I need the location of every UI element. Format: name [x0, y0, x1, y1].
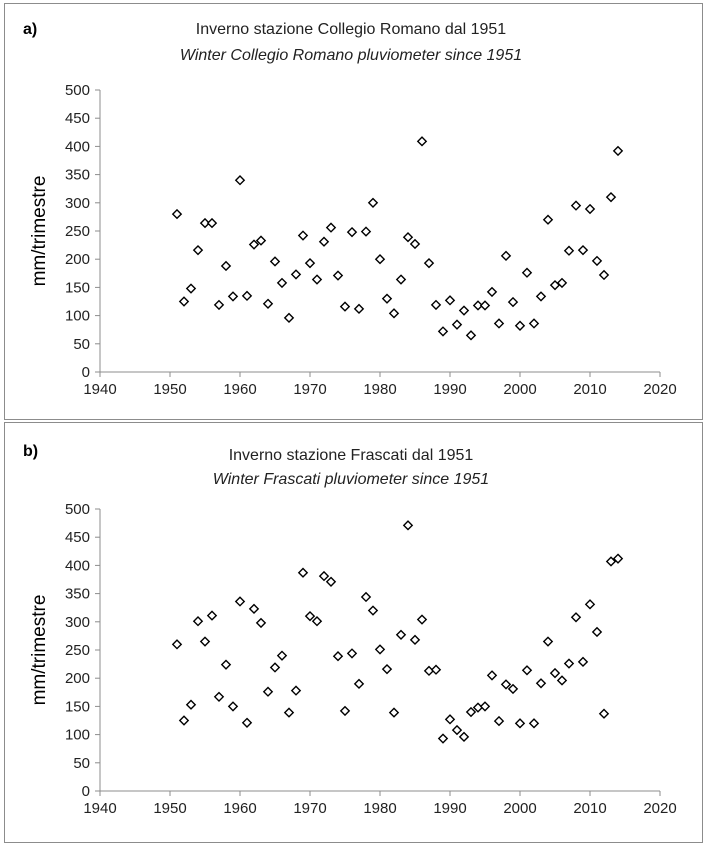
data-point — [299, 569, 307, 577]
data-point — [460, 733, 468, 741]
data-point — [502, 680, 510, 688]
x-tick-label: 1970 — [293, 381, 327, 398]
x-tick-label: 1970 — [293, 800, 327, 817]
data-point — [173, 640, 181, 648]
y-tick-label: 50 — [73, 335, 90, 353]
data-point — [390, 309, 398, 317]
y-tick-label: 500 — [64, 501, 90, 518]
y-tick-label: 500 — [64, 82, 90, 99]
y-tick-label: 50 — [73, 754, 90, 772]
data-point — [481, 702, 489, 710]
y-tick-label: 150 — [64, 279, 90, 297]
data-point — [446, 715, 454, 723]
x-tick-label: 1990 — [433, 800, 467, 817]
data-point — [593, 257, 601, 265]
data-point — [229, 292, 237, 300]
data-point — [243, 719, 251, 727]
y-axis-title: mm/trimestre — [29, 175, 50, 287]
data-point — [579, 658, 587, 666]
data-point — [362, 227, 370, 235]
data-point — [313, 275, 321, 283]
y-tick-label: 300 — [64, 613, 90, 631]
data-point — [586, 205, 594, 213]
y-tick-label: 400 — [64, 138, 90, 156]
data-point — [411, 240, 419, 248]
data-point — [600, 271, 608, 279]
data-point — [369, 199, 377, 207]
x-tick-label: 1960 — [223, 381, 257, 398]
data-point — [292, 686, 300, 694]
x-tick-label: 1950 — [153, 800, 187, 817]
chart-panel-a — [4, 3, 703, 420]
data-point — [264, 688, 272, 696]
data-point — [467, 331, 475, 339]
data-point — [348, 649, 356, 657]
data-point — [425, 259, 433, 267]
data-point — [460, 306, 468, 314]
data-point — [208, 219, 216, 227]
data-point — [614, 147, 622, 155]
data-point — [453, 726, 461, 734]
data-point — [222, 262, 230, 270]
x-tick-label: 1950 — [153, 381, 187, 398]
data-point — [201, 637, 209, 645]
scatter-chart-b — [5, 423, 704, 844]
data-point — [537, 679, 545, 687]
y-tick-label: 100 — [64, 307, 90, 325]
y-tick-label: 400 — [64, 557, 90, 575]
data-point — [439, 327, 447, 335]
chart-title: Inverno stazione Collegio Romano dal 1951 — [195, 21, 507, 38]
data-point — [334, 652, 342, 660]
data-point — [509, 685, 517, 693]
panel-label: a) — [23, 21, 38, 38]
data-point — [236, 597, 244, 605]
data-point — [173, 210, 181, 218]
data-point — [397, 275, 405, 283]
x-tick-label: 1980 — [363, 800, 397, 817]
data-point — [376, 255, 384, 263]
x-tick-label: 2020 — [643, 800, 677, 817]
data-point — [306, 612, 314, 620]
y-tick-label: 0 — [81, 364, 90, 381]
data-point — [446, 296, 454, 304]
data-point — [341, 302, 349, 310]
data-point — [432, 301, 440, 309]
data-point — [509, 298, 517, 306]
data-point — [495, 319, 503, 327]
data-point — [215, 693, 223, 701]
data-point — [208, 611, 216, 619]
data-point — [327, 578, 335, 586]
data-point — [523, 269, 531, 277]
x-tick-label: 1940 — [83, 381, 117, 398]
data-point — [271, 257, 279, 265]
data-point — [383, 665, 391, 673]
data-point — [607, 193, 615, 201]
data-point — [439, 734, 447, 742]
x-tick-label: 2000 — [503, 381, 537, 398]
data-point — [481, 301, 489, 309]
data-point — [530, 319, 538, 327]
y-tick-label: 150 — [64, 698, 90, 716]
y-tick-label: 0 — [81, 783, 90, 800]
data-point — [180, 716, 188, 724]
data-point — [313, 617, 321, 625]
x-tick-label: 2020 — [643, 381, 677, 398]
y-tick-label: 200 — [64, 670, 90, 688]
data-point — [257, 619, 265, 627]
data-point — [502, 252, 510, 260]
data-point — [355, 680, 363, 688]
data-point — [495, 717, 503, 725]
data-point — [264, 300, 272, 308]
y-tick-label: 250 — [64, 223, 90, 240]
data-point — [369, 606, 377, 614]
x-tick-label: 2000 — [503, 800, 537, 817]
data-point — [572, 613, 580, 621]
data-point — [551, 669, 559, 677]
data-point — [488, 288, 496, 296]
data-point — [341, 707, 349, 715]
data-point — [453, 320, 461, 328]
data-point — [397, 631, 405, 639]
data-point — [376, 645, 384, 653]
y-tick-label: 450 — [64, 110, 90, 128]
data-point — [285, 314, 293, 322]
data-point — [432, 666, 440, 674]
data-point — [187, 284, 195, 292]
data-point — [530, 719, 538, 727]
data-point — [516, 719, 524, 727]
data-point — [558, 676, 566, 684]
y-tick-label: 450 — [64, 529, 90, 547]
chart-subtitle: Winter Collegio Romano pluviometer since 1951 — [179, 47, 523, 64]
y-axis-title: mm/trimestre — [29, 594, 50, 706]
data-point — [600, 710, 608, 718]
data-point — [383, 294, 391, 302]
data-point — [586, 600, 594, 608]
data-point — [229, 702, 237, 710]
data-point — [180, 297, 188, 305]
data-point — [222, 660, 230, 668]
x-tick-label: 1980 — [363, 381, 397, 398]
data-point — [187, 701, 195, 709]
data-point — [278, 651, 286, 659]
data-point — [544, 216, 552, 224]
data-point — [285, 708, 293, 716]
y-tick-label: 200 — [64, 251, 90, 269]
data-point — [467, 708, 475, 716]
data-point — [516, 322, 524, 330]
data-point — [418, 615, 426, 623]
data-point — [278, 279, 286, 287]
data-point — [404, 521, 412, 529]
data-point — [194, 617, 202, 625]
data-point — [565, 659, 573, 667]
x-tick-label: 2010 — [573, 381, 607, 398]
data-point — [523, 666, 531, 674]
data-point — [537, 292, 545, 300]
chart-panel-b — [4, 422, 703, 843]
data-point — [488, 671, 496, 679]
x-tick-label: 2010 — [573, 800, 607, 817]
y-tick-label: 350 — [64, 166, 90, 184]
data-point — [250, 605, 258, 613]
data-point — [362, 593, 370, 601]
y-tick-label: 350 — [64, 585, 90, 603]
data-point — [327, 223, 335, 231]
data-point — [236, 176, 244, 184]
data-point — [306, 259, 314, 267]
data-point — [418, 137, 426, 145]
data-point — [194, 246, 202, 254]
data-point — [544, 637, 552, 645]
data-point — [411, 636, 419, 644]
y-tick-label: 300 — [64, 194, 90, 212]
data-point — [320, 572, 328, 580]
chart-title: Inverno stazione Frascati dal 1951 — [228, 447, 474, 464]
data-point — [320, 238, 328, 246]
y-tick-label: 100 — [64, 726, 90, 744]
x-tick-label: 1990 — [433, 381, 467, 398]
panel-label: b) — [23, 443, 39, 460]
data-point — [215, 301, 223, 309]
data-point — [334, 271, 342, 279]
data-point — [390, 708, 398, 716]
chart-subtitle: Winter Frascati pluviometer since 1951 — [212, 471, 490, 488]
data-point — [243, 292, 251, 300]
scatter-chart-a — [5, 4, 704, 421]
data-point — [404, 233, 412, 241]
x-tick-label: 1960 — [223, 800, 257, 817]
data-point — [292, 270, 300, 278]
data-point — [355, 305, 363, 313]
data-point — [299, 231, 307, 239]
data-point — [579, 246, 587, 254]
data-point — [593, 628, 601, 636]
data-point — [271, 663, 279, 671]
data-point — [348, 228, 356, 236]
x-tick-label: 1940 — [83, 800, 117, 817]
y-tick-label: 250 — [64, 642, 90, 659]
data-point — [565, 247, 573, 255]
data-point — [572, 201, 580, 209]
